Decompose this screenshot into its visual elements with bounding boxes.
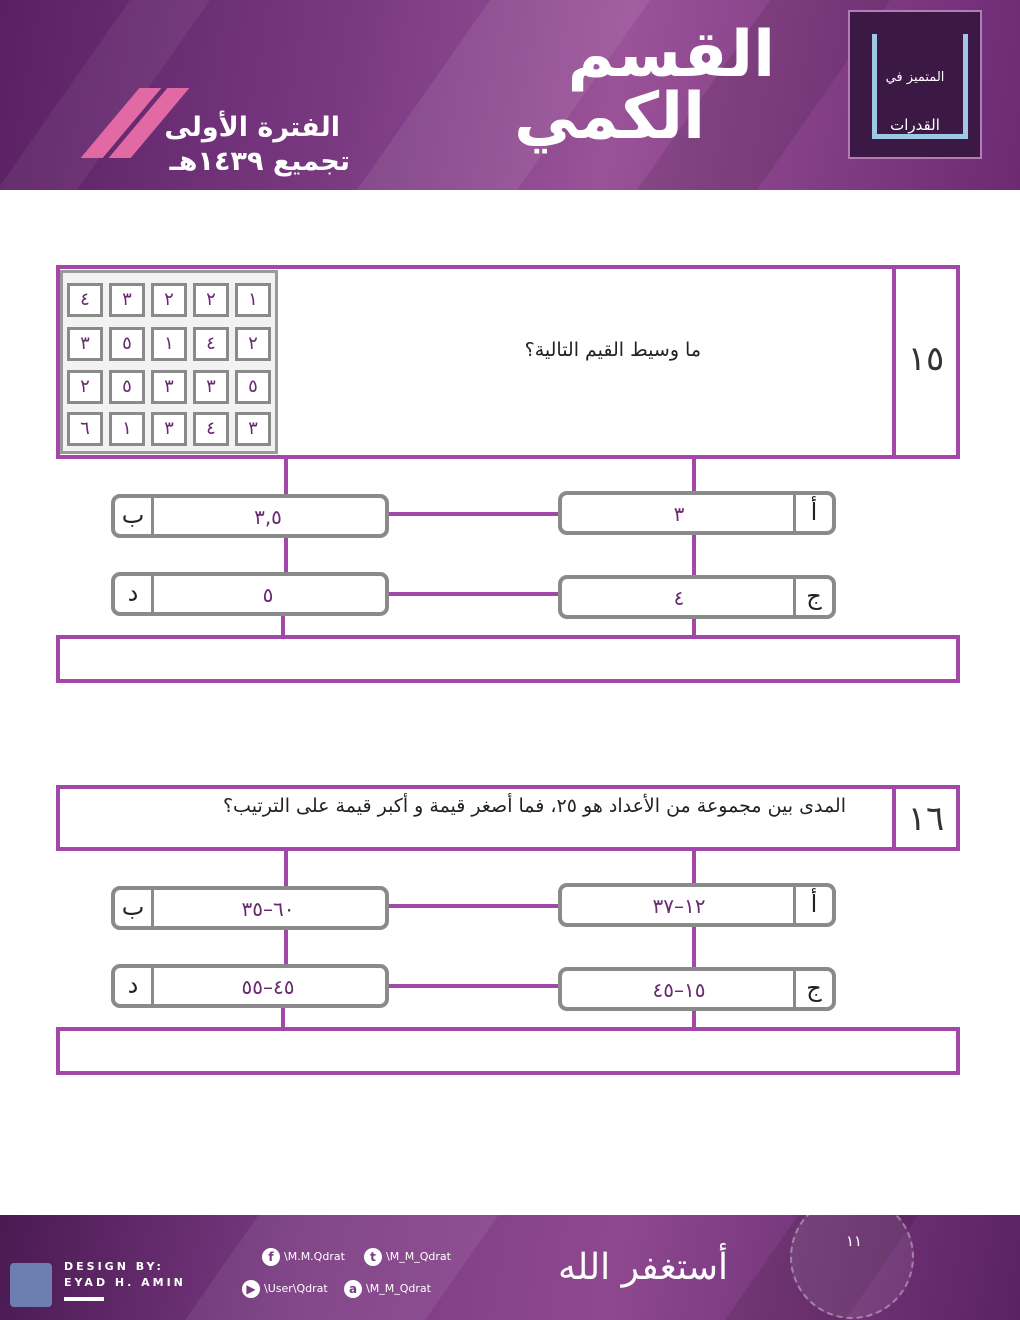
connector-line [692, 1011, 696, 1028]
option-value: ١٢–٣٧ [652, 894, 706, 918]
option-letter: ج [793, 971, 832, 1007]
connector-line [284, 851, 288, 887]
option-value: ٥ [262, 583, 274, 607]
period-title: الفترة الأولى [164, 112, 340, 143]
youtube-icon: ▶ [242, 1280, 260, 1298]
page-number: ١١ [846, 1232, 863, 1250]
designer-signature [10, 1263, 52, 1307]
grid-cell: ٥ [109, 370, 145, 404]
option-value: ٦٠–٣٥ [241, 897, 295, 921]
question-number: ١٥ [907, 339, 945, 379]
option-value: ٤٥–٥٥ [241, 975, 295, 999]
grid-cell: ٢ [193, 283, 229, 317]
section-title-line2: الكمي [514, 80, 705, 154]
option-b[interactable] [111, 494, 389, 538]
connector-line [284, 930, 288, 966]
grid-cell: ٤ [67, 283, 103, 317]
answer-box-16[interactable] [56, 1027, 960, 1075]
option-letter: ب [115, 890, 154, 926]
connector-line [388, 984, 560, 988]
option-c[interactable] [558, 967, 836, 1011]
connector-line [284, 459, 288, 495]
grid-cell: ٣ [193, 370, 229, 404]
question-text: ما وسيط القيم التالية؟ [524, 339, 701, 361]
grid-cell: ٣ [109, 283, 145, 317]
facebook-icon: f [262, 1248, 280, 1266]
logo-text: المتميز في [885, 70, 945, 85]
grid-cell: ٤ [193, 327, 229, 361]
page-footer [0, 1215, 1020, 1320]
connector-line [692, 927, 696, 968]
askfm-handle: \M_M_Qdrat [366, 1282, 431, 1295]
connector-line [388, 512, 560, 516]
collection-year: تجميع ١٤٣٩هـ [169, 146, 350, 177]
logo-text: القدرات [890, 116, 940, 134]
design-by-label: DESIGN BY: [64, 1260, 164, 1273]
askfm-link[interactable] [344, 1280, 431, 1298]
option-a[interactable] [558, 883, 836, 927]
question-number: ١٦ [907, 799, 945, 839]
option-b[interactable] [111, 886, 389, 930]
option-d[interactable] [111, 572, 389, 616]
grid-cell: ٣ [67, 327, 103, 361]
connector-line [284, 538, 288, 574]
question-number-cell [892, 269, 956, 455]
connector-line [388, 592, 560, 596]
grid-cell: ٥ [109, 327, 145, 361]
connector-line [388, 904, 560, 908]
answer-box-15[interactable] [56, 635, 960, 683]
connector-line [281, 1008, 285, 1028]
grid-cell: ٢ [151, 283, 187, 317]
grid-cell: ٣ [235, 412, 271, 446]
option-a[interactable] [558, 491, 836, 535]
facebook-link[interactable] [262, 1248, 345, 1266]
values-grid [60, 270, 278, 454]
calligraphy-text: أستغفر الله [557, 1247, 729, 1288]
option-value: ١٥–٤٥ [652, 978, 706, 1002]
option-c[interactable] [558, 575, 836, 619]
grid-cell: ٤ [193, 412, 229, 446]
designer-name: EYAD H. AMIN [64, 1276, 186, 1289]
connector-line [281, 616, 285, 636]
option-value: ٤ [673, 586, 685, 610]
youtube-link[interactable] [242, 1280, 328, 1298]
option-letter: د [115, 968, 154, 1004]
question-number-cell [892, 789, 956, 847]
brand-logo [848, 10, 982, 159]
option-letter: د [115, 576, 154, 612]
grid-cell: ١ [235, 283, 271, 317]
option-value: ٣,٥ [254, 505, 282, 529]
option-letter: أ [793, 887, 832, 923]
facebook-handle: \M.M.Qdrat [284, 1250, 345, 1263]
grid-cell: ٥ [235, 370, 271, 404]
askfm-icon: a [344, 1280, 362, 1298]
question-text: المدى بين مجموعة من الأعداد هو ٢٥، فما أصغر قيمة و أكبر قيمة على الترتيب؟ [222, 795, 846, 817]
divider [64, 1297, 104, 1301]
option-letter: أ [793, 495, 832, 531]
grid-cell: ٦ [67, 412, 103, 446]
twitter-icon: t [364, 1248, 382, 1266]
question-16-box [56, 785, 960, 851]
connector-line [692, 535, 696, 576]
youtube-handle: \User\Qdrat [264, 1282, 328, 1295]
grid-cell: ١ [151, 327, 187, 361]
grid-cell: ٣ [151, 370, 187, 404]
section-title-line1: القسم [567, 18, 775, 92]
option-value: ٣ [673, 502, 685, 526]
page-header [0, 0, 1020, 190]
connector-line [692, 619, 696, 636]
calligraphy-banner [530, 1237, 756, 1307]
option-letter: ج [793, 579, 832, 615]
option-d[interactable] [111, 964, 389, 1008]
connector-line [692, 851, 696, 884]
connector-line [692, 459, 696, 492]
option-letter: ب [115, 498, 154, 534]
grid-cell: ٣ [151, 412, 187, 446]
twitter-handle: \M_M_Qdrat [386, 1250, 451, 1263]
footer-decor-band [174, 1215, 505, 1320]
twitter-link[interactable] [364, 1248, 451, 1266]
grid-cell: ٢ [67, 370, 103, 404]
grid-cell: ١ [109, 412, 145, 446]
grid-cell: ٢ [235, 327, 271, 361]
